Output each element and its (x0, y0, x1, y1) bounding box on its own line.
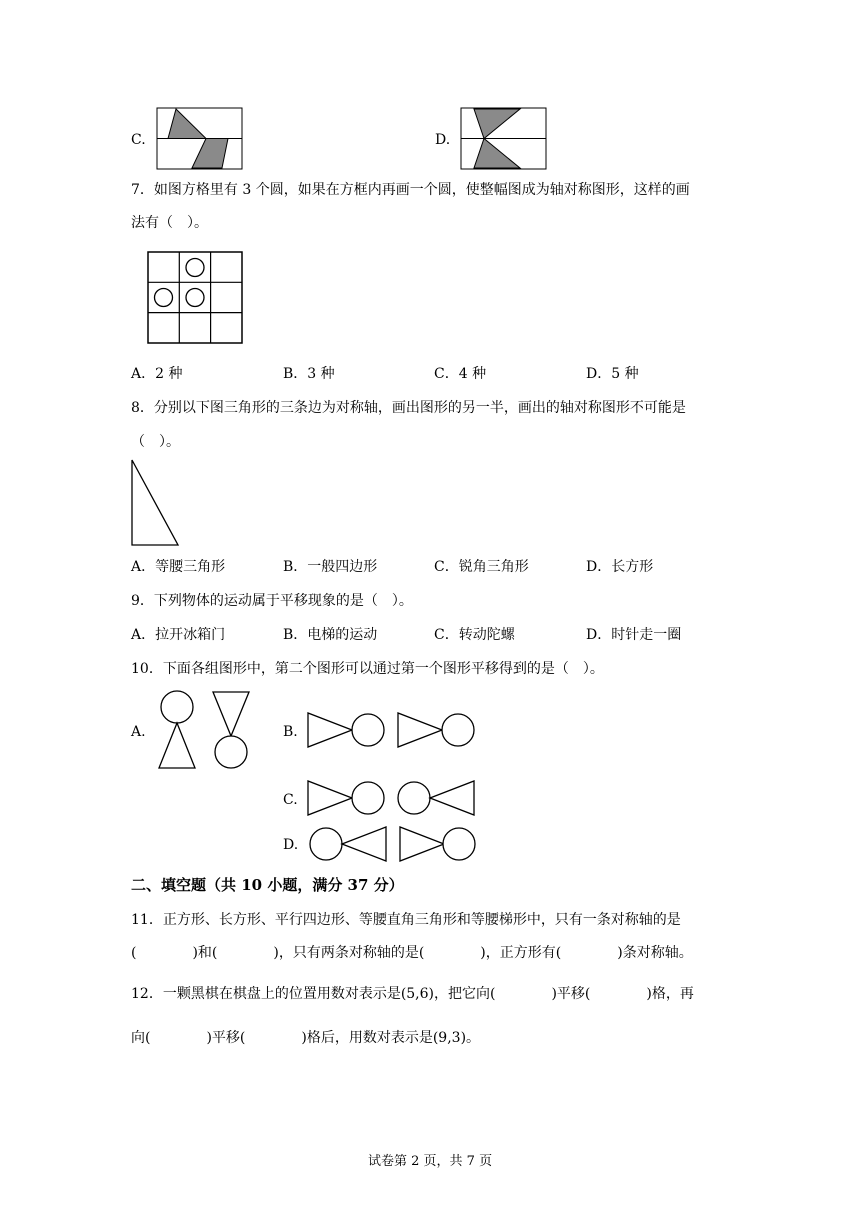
q7-grid-figure (147, 251, 244, 345)
q7-stem-line2: 法有（ ）。 (131, 215, 208, 231)
q10-option-b-label[interactable]: B. (283, 724, 298, 740)
page-footer: 试卷第 2 页，共 7 页 (368, 1154, 493, 1169)
q10-option-b-figure (306, 711, 478, 751)
q8-option-c[interactable]: C．锐角三角形 (434, 559, 529, 575)
q7-option-b[interactable]: B．3 种 (283, 366, 335, 382)
q9-option-a[interactable]: A．拉开冰箱门 (131, 627, 226, 643)
q6-option-d-figure (460, 107, 548, 171)
q10-option-d-figure (306, 825, 478, 865)
q7-option-c[interactable]: C．4 种 (434, 366, 487, 382)
q6-option-c-label[interactable]: C. (131, 132, 146, 148)
q9-stem: 9．下列物体的运动属于平移现象的是（ ）。 (131, 593, 413, 609)
q10-option-c-figure (306, 779, 478, 819)
q7-option-a[interactable]: A．2 种 (131, 366, 183, 382)
q6-option-c-figure (156, 107, 244, 171)
section-title: 二、填空题（共 10 小题，满分 37 分） (131, 876, 404, 894)
q7-option-d[interactable]: D．5 种 (586, 366, 639, 382)
q10-option-c-label[interactable]: C. (283, 792, 298, 808)
q9-option-c[interactable]: C．转动陀螺 (434, 627, 515, 643)
q6-option-d-label[interactable]: D. (435, 132, 451, 148)
q10-option-a-label[interactable]: A. (131, 724, 146, 740)
q12-stem-line2: 向( )平移( )格后，用数对表示是(9,3)。 (131, 1030, 481, 1046)
q8-option-b[interactable]: B．一般四边形 (283, 559, 378, 575)
q8-option-a[interactable]: A．等腰三角形 (131, 559, 226, 575)
q11-stem-line1: 11．正方形、长方形、平行四边形、等腰直角三角形和等腰梯形中，只有一条对称轴的是 (131, 912, 681, 928)
q8-option-d[interactable]: D．长方形 (586, 559, 654, 575)
q10-option-a-figure (155, 690, 255, 772)
q8-stem-line1: 8．分别以下图三角形的三条边为对称轴，画出图形的另一半，画出的轴对称图形不可能是 (131, 400, 686, 416)
q9-option-b[interactable]: B．电梯的运动 (283, 627, 378, 643)
q11-stem-line2: ( )和( )，只有两条对称轴的是( )，正方形有( )条对称轴。 (131, 945, 693, 961)
q10-option-d-label[interactable]: D. (283, 837, 299, 853)
q8-right-triangle-figure (130, 458, 182, 548)
q7-stem-line1: 7．如图方格里有 3 个圆，如果在方框内再画一个圆，使整幅图成为轴对称图形，这样的画 (131, 182, 690, 198)
q8-stem-line2: （ ）。 (131, 434, 180, 450)
q10-stem: 10．下面各组图形中，第二个图形可以通过第一个图形平移得到的是（ ）。 (131, 661, 604, 677)
q9-option-d[interactable]: D．时针走一圈 (586, 627, 682, 643)
q12-stem-line1: 12．一颗黑棋在棋盘上的位置用数对表示是(5,6)，把它向( )平移( )格，再 (131, 986, 694, 1002)
